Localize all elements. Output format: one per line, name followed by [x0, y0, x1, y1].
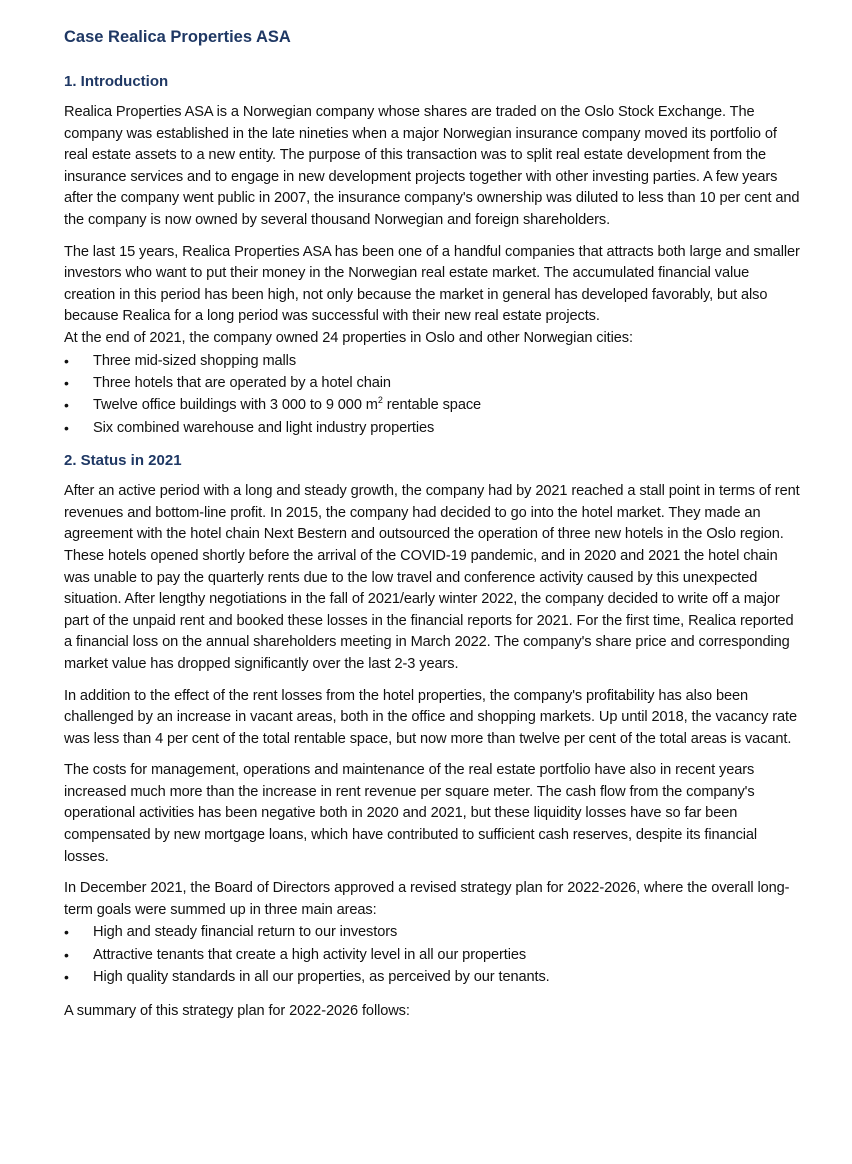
bullet-icon: • [64, 374, 69, 391]
status-paragraph-5: A summary of this strategy plan for 2022-2026 follows: [64, 1002, 410, 1019]
status-paragraph-3: The costs for management, operations and maintenance of the real estate portfolio have also in recent years increased much more than the increase in rent revenue per square meter. The cash flow from the company's operational activities has been negative both in 2020 and 2021, but these liquidity losses have so far been compensated by new mortgage loans, which have contributed to sufficient cash reserves, despite its financial losses. [64, 762, 758, 865]
intro-paragraph-3: At the end of 2021, the company owned 24 properties in Oslo and other Norwegian cities: [64, 329, 633, 346]
strategy-goals-list [64, 921, 804, 988]
list-item: • Twelve office buildings with 3 000 to 9 000 $m^2$ rentable space [64, 394, 804, 416]
status-paragraph-2: In addition to the effect of the rent losses from the hotel properties, the company's profitability has also been challenged by an increase in vacant areas, both in the office and shopping markets. Up until 2018, the vacancy rate was less than 4 per cent of the total rentable space, but now more than twelve per cent of the total areas is vacant. [64, 687, 797, 747]
bullet-icon: • [64, 419, 69, 436]
document-page [64, 26, 804, 1032]
list-item: • Attractive tenants that create a high activity level in all our properties [64, 944, 804, 966]
bullet-icon: • [64, 352, 69, 369]
list-item: • Three mid-sized shopping malls [64, 350, 804, 372]
list-item: • Three hotels that are operated by a hotel chain [64, 372, 804, 394]
list-item: • High quality standards in all our properties, as perceived by our tenants. [64, 966, 804, 988]
section-heading-introduction: 1. Introduction [64, 73, 169, 90]
bullet-icon: • [64, 397, 69, 414]
list-item: • Six combined warehouse and light industry properties [64, 417, 804, 439]
list-item: • High and steady financial return to our investors [64, 921, 804, 943]
bullet-icon: • [64, 969, 69, 986]
document-title: Case Realica Properties ASA [64, 28, 291, 46]
status-paragraph-4: In December 2021, the Board of Directors approved a revised strategy plan for 2022-2026, where the overall long-term goals were summed up in three main areas: [64, 880, 790, 918]
bullet-icon: • [64, 946, 69, 963]
intro-paragraph-2: The last 15 years, Realica Properties ASA has been one of a handful companies that attracts both large and smaller investors who want to put their money in the Norwegian real estate market. The accumulated financial value creation in this period has been high, not only because the market in general has developed favorably, but also because Realica for a long period was successful with their new real estate projects. [64, 243, 800, 325]
intro-paragraph-1: Realica Properties ASA is a Norwegian company whose shares are traded on the Oslo Stock Exchange. The company was established in the late nineties when a major Norwegian insurance company moved its portfolio of real estate assets to a new entity. The purpose of this transaction was to split real estate development from the insurance services and to engage in new development projects together with other investing parties. A few years after the company went public in 2007, the insurance company's ownership was diluted to less than 10 per cent and the company is now owned by several thousand Norwegian and foreign shareholders. [64, 104, 800, 228]
property-list [64, 350, 804, 440]
status-paragraph-1: After an active period with a long and steady growth, the company had by 2021 reached a stall point in terms of rent revenues and bottom-line profit. In 2015, the company had decided to go into the hotel market. They made an agreement with the hotel chain Next Bestern and outsourced the operation of three new hotels in the Oslo region. These hotels opened shortly before the arrival of the COVID-19 pandemic, and in 2020 and 2021 the hotel chain was unable to pay the quarterly rents due to the low travel and conference activity caused by this unexpected situation. After lengthy negotiations in the fall of 2021/early winter 2022, the company decided to write off a major part of the unpaid rent and booked these losses in the financial reports for 2021. For the first time, Realica reported a financial loss on the annual shareholders meeting in March 2022. The company's share price and corresponding market value has dropped significantly over the last 2-3 years. [64, 483, 800, 672]
bullet-icon: • [64, 924, 69, 941]
section-heading-status: 2. Status in 2021 [64, 452, 182, 470]
